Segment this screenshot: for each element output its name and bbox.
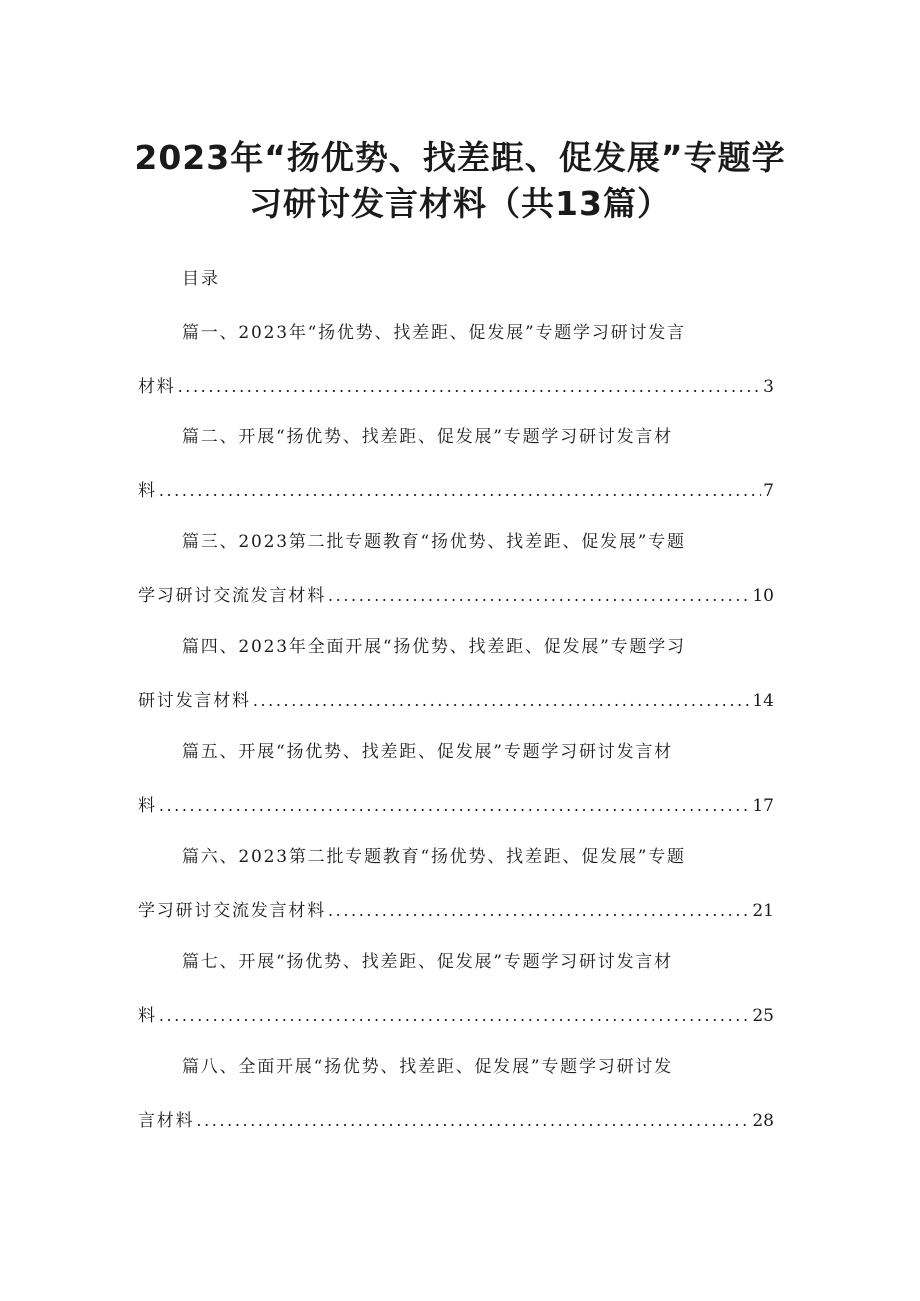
toc-entry-1[interactable] — [0, 320, 920, 420]
toc-page-number: 17 — [752, 796, 774, 816]
toc-entry-2[interactable] — [0, 424, 920, 524]
toc-dot-leader — [328, 583, 750, 609]
toc-entry-title: 篇二、开展“扬优势、找差距、促发展”专题学习研讨发言材 — [182, 427, 673, 447]
toc-page-number: 10 — [752, 586, 774, 606]
toc-page-number: 25 — [752, 1006, 774, 1026]
toc-dot-leader — [159, 793, 751, 819]
toc-entry-continuation-row — [138, 688, 774, 714]
toc-entry-4[interactable] — [0, 634, 920, 734]
toc-entry-6[interactable] — [0, 844, 920, 944]
toc-page-number: 28 — [752, 1111, 774, 1131]
toc-dot-leader — [159, 478, 761, 504]
toc-entry-title-continued: 料 — [138, 1006, 157, 1026]
toc-entry-continuation-row — [138, 898, 774, 924]
toc-entry-title-continued: 学习研讨交流发言材料 — [138, 901, 326, 921]
toc-entry-title: 篇一、2023年“扬优势、找差距、促发展”专题学习研讨发言 — [182, 323, 686, 343]
toc-dot-leader — [253, 688, 751, 714]
toc-entry-continuation-row — [138, 374, 774, 400]
toc-entry-title: 篇五、开展“扬优势、找差距、促发展”专题学习研讨发言材 — [182, 742, 673, 762]
toc-entry-continuation-row — [138, 793, 774, 819]
toc-entry-5[interactable] — [0, 739, 920, 839]
toc-dot-leader — [196, 1108, 750, 1134]
toc-entry-continuation-row — [138, 478, 774, 504]
toc-entry-title-continued: 料 — [138, 481, 157, 501]
toc-entry-title-continued: 学习研讨交流发言材料 — [138, 586, 326, 606]
toc-entry-3[interactable] — [0, 529, 920, 629]
toc-entry-title: 篇四、2023年全面开展“扬优势、找差距、促发展”专题学习 — [182, 637, 686, 657]
toc-page-number: 7 — [763, 481, 774, 501]
toc-entry-title-continued: 言材料 — [138, 1111, 195, 1131]
toc-page-number: 3 — [763, 377, 774, 397]
toc-dot-leader — [328, 898, 750, 924]
toc-entry-8[interactable] — [0, 1054, 920, 1154]
toc-entry-title: 篇三、2023第二批专题教育“扬优势、找差距、促发展”专题 — [182, 532, 686, 552]
toc-dot-leader — [178, 374, 762, 400]
toc-entry-continuation-row — [138, 1003, 774, 1029]
toc-entry-title-continued: 研讨发言材料 — [138, 691, 251, 711]
toc-heading: 目录 — [182, 269, 220, 289]
toc-page-number: 21 — [752, 901, 774, 921]
toc-entry-continuation-row — [138, 1108, 774, 1134]
toc-entry-7[interactable] — [0, 949, 920, 1049]
toc-entry-title: 篇七、开展“扬优势、找差距、促发展”专题学习研讨发言材 — [182, 952, 673, 972]
document-title-line-2: 习研讨发言材料（共13篇） — [249, 184, 671, 223]
toc-entry-title: 篇六、2023第二批专题教育“扬优势、找差距、促发展”专题 — [182, 847, 686, 867]
toc-entry-title-continued: 材料 — [138, 377, 176, 397]
toc-entry-continuation-row — [138, 583, 774, 609]
toc-entry-title: 篇八、全面开展“扬优势、找差距、促发展”专题学习研讨发 — [182, 1057, 673, 1077]
toc-entry-title-continued: 料 — [138, 796, 157, 816]
toc-dot-leader — [159, 1003, 751, 1029]
document-title-line-1: 2023年“扬优势、找差距、促发展”专题学 — [134, 138, 786, 177]
toc-page-number: 14 — [752, 691, 774, 711]
